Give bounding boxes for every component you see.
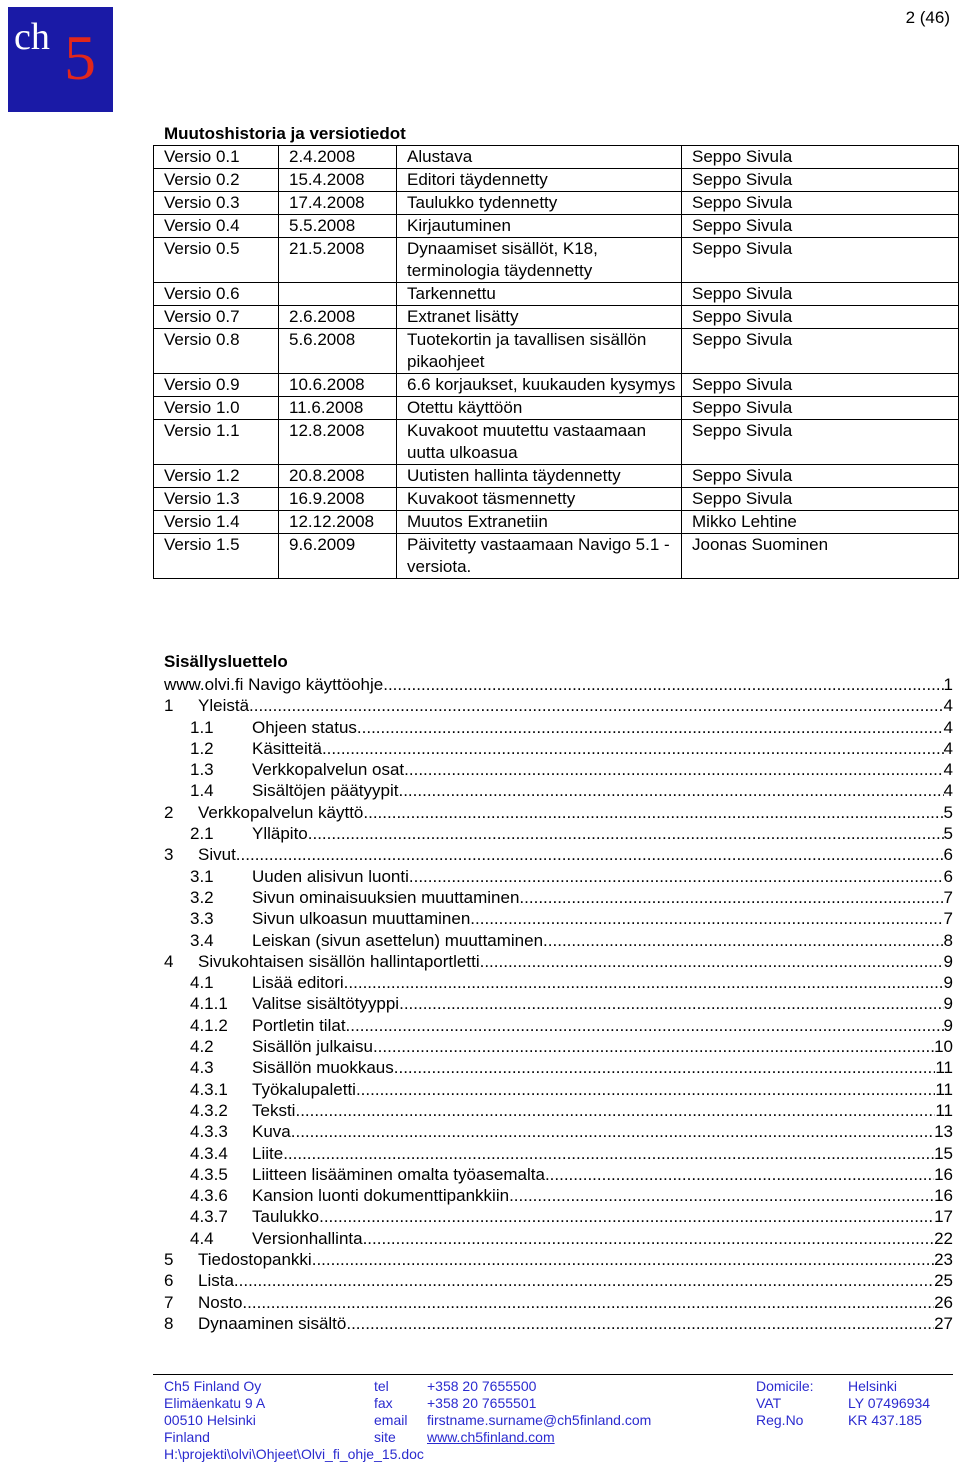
history-cell-version: Versio 0.7 [154, 306, 279, 329]
footer-label-tel: tel [374, 1378, 389, 1394]
toc-entry[interactable] [164, 1228, 953, 1249]
toc-entry-page: 23 [934, 1250, 953, 1270]
toc-entry-page: 5 [943, 802, 953, 822]
toc-entry[interactable] [164, 1292, 953, 1313]
history-cell-author: Seppo Sivula [682, 397, 959, 420]
toc-entry[interactable] [164, 759, 953, 780]
history-cell-description: Alustava [397, 146, 682, 169]
toc-entry-number: 4.4 [190, 1228, 214, 1248]
table-row [154, 306, 959, 329]
toc-entry-title: Sivukohtaisen sisällön hallintaportletti [198, 951, 480, 971]
toc-entry[interactable] [164, 993, 953, 1014]
table-row [154, 420, 959, 465]
table-row [154, 146, 959, 169]
toc-entry-title: Tiedostopankki [198, 1250, 312, 1270]
toc-entry[interactable] [164, 930, 953, 951]
toc-entry-number: 3.1 [190, 866, 214, 886]
toc-entry-page: 17 [934, 1207, 953, 1227]
toc-leader-dots [344, 972, 944, 993]
toc-leader-dots [519, 887, 943, 908]
toc-entry-title: Uuden alisivun luonti [252, 866, 409, 886]
footer-label-regno: Reg.No [756, 1412, 804, 1428]
ch5-logo [8, 7, 113, 112]
toc-entry-number: 1.2 [190, 738, 214, 758]
history-cell-date: 5.5.2008 [279, 215, 397, 238]
toc-entry-page: 4 [943, 760, 953, 780]
history-cell-author: Seppo Sivula [682, 488, 959, 511]
toc-entry-page: 16 [934, 1186, 953, 1206]
toc-leader-dots [242, 1292, 934, 1313]
toc-entry-page: 4 [943, 781, 953, 801]
toc-entry[interactable] [164, 695, 953, 716]
toc-entry-title: Dynaaminen sisältö [198, 1313, 347, 1333]
history-cell-author: Seppo Sivula [682, 465, 959, 488]
toc-entry-number: 4 [164, 951, 174, 971]
footer-reg-labels [756, 1378, 814, 1429]
table-row [154, 169, 959, 192]
toc-entry[interactable] [164, 866, 953, 887]
toc-entry-page: 13 [934, 1122, 953, 1142]
history-cell-author: Seppo Sivula [682, 192, 959, 215]
footer-label-fax: fax [374, 1395, 393, 1411]
history-cell-description: Tarkennettu [397, 283, 682, 306]
toc-leader-dots [295, 1100, 935, 1121]
version-history-table [153, 145, 959, 579]
toc-entry-title: Portletin tilat [252, 1015, 346, 1035]
table-row [154, 192, 959, 215]
toc-entry-number: 4.3.1 [190, 1079, 228, 1099]
toc-entry[interactable] [164, 738, 953, 759]
toc-entry[interactable] [164, 1036, 953, 1057]
history-cell-date: 2.6.2008 [279, 306, 397, 329]
toc-entry-number: 6 [164, 1271, 174, 1291]
toc-entry[interactable] [164, 1313, 953, 1334]
footer-label-vat: VAT [756, 1395, 782, 1411]
toc-entry-title: Yleistä [198, 696, 250, 716]
toc-entry-page: 11 [935, 1058, 953, 1078]
toc-leader-dots [398, 780, 943, 801]
toc-entry-page: 9 [943, 1015, 953, 1035]
toc-entry[interactable] [164, 802, 953, 823]
toc-entry-title: Versionhallinta [252, 1228, 363, 1248]
history-cell-date: 21.5.2008 [279, 238, 397, 283]
footer-divider [153, 1374, 953, 1375]
footer-regno: KR 437.185 [848, 1412, 922, 1428]
history-cell-date: 2.4.2008 [279, 146, 397, 169]
toc-leader-dots [383, 674, 943, 695]
toc-entry[interactable] [164, 1270, 953, 1291]
toc-entry-number: 4.2 [190, 1037, 214, 1057]
footer-label-email: email [374, 1412, 408, 1428]
table-row [154, 511, 959, 534]
toc-entry-title: Verkkopalvelun osat [252, 760, 405, 780]
toc-entry-title: Kuva [252, 1122, 291, 1142]
history-cell-author: Seppo Sivula [682, 215, 959, 238]
toc-entry[interactable] [164, 972, 953, 993]
history-cell-description: Uutisten hallinta täydennetty [397, 465, 682, 488]
history-cell-description: Päivitetty vastaamaan Navigo 5.1 -versiota. [397, 534, 682, 579]
footer-email[interactable]: firstname.surname@ch5finland.com [427, 1412, 652, 1428]
toc-entry-number: 4.3.5 [190, 1164, 228, 1184]
toc-leader-dots [545, 1164, 934, 1185]
toc-entry-title: Sivun ominaisuuksien muuttaminen [252, 887, 520, 907]
toc-entry-number: 4.1.1 [190, 994, 228, 1014]
toc-leader-dots [409, 866, 944, 887]
toc-entry[interactable] [164, 1079, 953, 1100]
history-cell-author: Mikko Lehtine [682, 511, 959, 534]
toc-leader-dots [363, 1228, 935, 1249]
logo-text-5: 5 [64, 22, 96, 93]
table-row [154, 329, 959, 374]
toc-entry[interactable] [164, 674, 953, 695]
toc-entry-number: 3.2 [190, 887, 214, 907]
history-title: Muutoshistoria ja versiotiedot [164, 124, 406, 143]
toc-entry-page: 1 [943, 675, 953, 694]
toc-entry-page: 9 [943, 994, 953, 1014]
history-cell-date [279, 283, 397, 306]
toc-entry-page: 7 [943, 887, 953, 907]
history-cell-date: 16.9.2008 [279, 488, 397, 511]
footer-city: 00510 Helsinki [164, 1412, 256, 1428]
toc-entry-page: 6 [943, 845, 953, 865]
toc-entry-number: 4.1.2 [190, 1015, 228, 1035]
toc-entry-title: Kansion luonti dokumenttipankkiin [252, 1186, 510, 1206]
toc-leader-dots [404, 759, 943, 780]
toc-title: Sisällysluettelo [164, 652, 288, 671]
toc-entry[interactable] [164, 780, 953, 801]
toc-entry-page: 11 [935, 1100, 953, 1120]
history-cell-date: 11.6.2008 [279, 397, 397, 420]
history-cell-author: Joonas Suominen [682, 534, 959, 579]
toc-entry-page: 9 [943, 951, 953, 971]
history-cell-version: Versio 0.8 [154, 329, 279, 374]
history-cell-date: 5.6.2008 [279, 329, 397, 374]
toc-leader-dots [319, 1206, 934, 1227]
toc-leader-dots [363, 802, 943, 823]
toc-leader-dots [322, 738, 944, 759]
history-cell-date: 9.6.2009 [279, 534, 397, 579]
history-cell-date: 15.4.2008 [279, 169, 397, 192]
toc-leader-dots [283, 1143, 934, 1164]
toc-entry-title: Työkalupaletti [252, 1079, 356, 1099]
toc-entry-title: Sivut [198, 845, 236, 865]
history-cell-author: Seppo Sivula [682, 238, 959, 283]
history-cell-version: Versio 0.6 [154, 283, 279, 306]
history-cell-description: Kuvakoot täsmennetty [397, 488, 682, 511]
history-cell-version: Versio 1.4 [154, 511, 279, 534]
history-cell-version: Versio 1.5 [154, 534, 279, 579]
toc-entry-title: Leiskan (sivun asettelun) muuttaminen [252, 930, 544, 950]
toc-entry-title: Lista [198, 1271, 234, 1291]
toc-entry-number: 4.3.6 [190, 1186, 228, 1206]
toc-entry-title: Ohjeen status [252, 717, 357, 737]
history-cell-description: Muutos Extranetiin [397, 511, 682, 534]
toc-entry[interactable] [164, 844, 953, 865]
toc-entry-page: 10 [934, 1037, 953, 1057]
history-cell-date: 12.12.2008 [279, 511, 397, 534]
history-cell-date: 17.4.2008 [279, 192, 397, 215]
toc-entry-number: 5 [164, 1250, 174, 1270]
footer-street: Elimäenkatu 9 A [164, 1395, 266, 1411]
logo-text-ch: ch [14, 16, 50, 58]
history-cell-version: Versio 1.0 [154, 397, 279, 420]
footer-reg-values [848, 1378, 930, 1429]
footer-country: Finland [164, 1429, 210, 1445]
toc-leader-dots [234, 1270, 934, 1291]
history-cell-author: Seppo Sivula [682, 283, 959, 306]
toc-entry-page: 4 [943, 717, 953, 737]
toc-entry-number: 1.3 [190, 760, 214, 780]
toc-leader-dots [357, 717, 944, 738]
history-cell-version: Versio 0.1 [154, 146, 279, 169]
page-number: 2 (46) [905, 8, 950, 27]
toc-leader-dots [291, 1121, 934, 1142]
toc-entry-title: Teksti [252, 1100, 296, 1120]
history-cell-description: Editori täydennetty [397, 169, 682, 192]
history-cell-version: Versio 0.4 [154, 215, 279, 238]
toc-entry-title: Sisällön julkaisu [252, 1037, 373, 1057]
toc-entry-number: 4.3.2 [190, 1100, 228, 1120]
toc-leader-dots [480, 951, 944, 972]
toc-entry-page: 16 [934, 1164, 953, 1184]
history-cell-author: Seppo Sivula [682, 420, 959, 465]
toc-leader-dots [346, 1313, 934, 1334]
toc-leader-dots [394, 1057, 936, 1078]
table-row [154, 374, 959, 397]
footer-contact-values [427, 1378, 651, 1446]
toc-entry-number: 1 [164, 696, 174, 716]
toc-entry-title: Taulukko [252, 1207, 320, 1227]
history-cell-version: Versio 0.2 [154, 169, 279, 192]
toc-entry-number: 3.4 [190, 930, 214, 950]
toc-entry-page: 11 [935, 1079, 953, 1099]
history-cell-description: Kirjautuminen [397, 215, 682, 238]
toc-entry-title: Sisältöjen päätyypit [252, 781, 399, 801]
table-of-contents [164, 674, 953, 1334]
toc-entry-number: 1.1 [190, 717, 214, 737]
history-cell-description: Kuvakoot muutettu vastaamaan uutta ulkoasua [397, 420, 682, 465]
toc-leader-dots [308, 823, 944, 844]
footer [0, 1378, 960, 1465]
history-cell-author: Seppo Sivula [682, 329, 959, 374]
history-cell-author: Seppo Sivula [682, 169, 959, 192]
table-row [154, 488, 959, 511]
history-cell-description: Extranet lisätty [397, 306, 682, 329]
history-cell-version: Versio 1.3 [154, 488, 279, 511]
toc-entry[interactable] [164, 1057, 953, 1078]
history-cell-version: Versio 0.5 [154, 238, 279, 283]
toc-entry-title: Liite [252, 1143, 284, 1163]
toc-leader-dots [312, 1249, 934, 1270]
footer-site-link[interactable]: www.ch5finland.com [427, 1429, 555, 1445]
toc-entry-page: 22 [934, 1228, 953, 1248]
history-cell-version: Versio 1.2 [154, 465, 279, 488]
toc-entry-title: Ylläpito [252, 824, 308, 844]
toc-entry-number: 4.3.3 [190, 1122, 228, 1142]
history-cell-date: 10.6.2008 [279, 374, 397, 397]
footer-file-path: H:\projekti\olvi\Ohjeet\Olvi_fi_ohje_15.doc [164, 1446, 424, 1462]
toc-leader-dots [249, 695, 944, 716]
footer-tel: +358 20 7655500 [427, 1378, 537, 1394]
history-cell-author: Seppo Sivula [682, 306, 959, 329]
toc-entry-number: 4.3.4 [190, 1143, 228, 1163]
toc-entry-page: 5 [943, 824, 953, 844]
toc-entry-page: 25 [934, 1271, 953, 1291]
toc-leader-dots [509, 1185, 934, 1206]
toc-entry-title: www.olvi.fi Navigo käyttöohje [164, 675, 384, 694]
toc-entry-page: 7 [943, 909, 953, 929]
history-cell-author: Seppo Sivula [682, 146, 959, 169]
toc-entry[interactable] [164, 1249, 953, 1270]
history-cell-author: Seppo Sivula [682, 374, 959, 397]
toc-entry-number: 7 [164, 1292, 174, 1312]
toc-leader-dots [470, 908, 943, 929]
history-cell-version: Versio 1.1 [154, 420, 279, 465]
toc-leader-dots [356, 1079, 935, 1100]
footer-label-domicile: Domicile: [756, 1378, 814, 1394]
toc-leader-dots [543, 930, 943, 951]
toc-entry-number: 1.4 [190, 781, 214, 801]
history-cell-date: 20.8.2008 [279, 465, 397, 488]
toc-entry-page: 26 [934, 1292, 953, 1312]
toc-entry[interactable] [164, 1121, 953, 1142]
footer-company-name: Ch5 Finland Oy [164, 1378, 262, 1394]
history-cell-date: 12.8.2008 [279, 420, 397, 465]
table-row [154, 283, 959, 306]
toc-entry-title: Käsitteitä [252, 738, 322, 758]
toc-entry-page: 6 [943, 866, 953, 886]
toc-entry[interactable] [164, 1185, 953, 1206]
toc-entry[interactable] [164, 1015, 953, 1036]
toc-entry-number: 4.3.7 [190, 1207, 228, 1227]
toc-entry[interactable] [164, 1143, 953, 1164]
footer-fax: +358 20 7655501 [427, 1395, 537, 1411]
table-row [154, 215, 959, 238]
footer-vat: LY 07496934 [848, 1395, 931, 1411]
table-row [154, 238, 959, 283]
toc-entry[interactable] [164, 1100, 953, 1121]
toc-leader-dots [236, 844, 944, 865]
toc-entry-title: Valitse sisältötyyppi [252, 994, 400, 1014]
toc-entry-number: 4.3 [190, 1058, 214, 1078]
toc-entry-page: 4 [943, 696, 953, 716]
toc-entry[interactable] [164, 717, 953, 738]
toc-leader-dots [373, 1036, 934, 1057]
history-cell-version: Versio 0.3 [154, 192, 279, 215]
toc-entry-number: 8 [164, 1313, 174, 1333]
toc-entry[interactable] [164, 1164, 953, 1185]
toc-entry-title: Sisällön muokkaus [252, 1058, 394, 1078]
table-row [154, 534, 959, 579]
history-cell-description: Tuotekortin ja tavallisen sisällön pikaohjeet [397, 329, 682, 374]
toc-entry-page: 8 [943, 930, 953, 950]
toc-entry-number: 3 [164, 845, 174, 865]
toc-entry-number: 3.3 [190, 909, 214, 929]
history-cell-description: 6.6 korjaukset, kuukauden kysymys [397, 374, 682, 397]
toc-entry-number: 4.1 [190, 973, 214, 993]
toc-entry-title: Liitteen lisääminen omalta työasemalta [252, 1164, 545, 1184]
toc-entry[interactable] [164, 1206, 953, 1227]
toc-entry-number: 2.1 [190, 824, 214, 844]
toc-entry-number: 2 [164, 802, 174, 822]
toc-entry-page: 15 [934, 1143, 953, 1163]
toc-entry-title: Lisää editori [252, 973, 344, 993]
toc-leader-dots [346, 1015, 944, 1036]
table-row [154, 465, 959, 488]
history-cell-description: Otettu käyttöön [397, 397, 682, 420]
toc-leader-dots [399, 993, 943, 1014]
toc-entry-title: Sivun ulkoasun muuttaminen [252, 909, 471, 929]
toc-entry[interactable] [164, 951, 953, 972]
toc-entry-title: Nosto [198, 1292, 243, 1312]
history-cell-version: Versio 0.9 [154, 374, 279, 397]
history-cell-description: Taulukko tydennetty [397, 192, 682, 215]
history-cell-description: Dynaamiset sisällöt, K18, terminologia täydennetty [397, 238, 682, 283]
toc-entry-page: 4 [943, 738, 953, 758]
footer-domicile: Helsinki [848, 1378, 898, 1394]
toc-entry-title: Verkkopalvelun käyttö [198, 802, 364, 822]
toc-entry-page: 9 [943, 973, 953, 993]
table-row [154, 397, 959, 420]
toc-entry[interactable] [164, 887, 953, 908]
toc-entry[interactable] [164, 823, 953, 844]
toc-entry[interactable] [164, 908, 953, 929]
footer-label-site: site [374, 1429, 396, 1445]
footer-contact-labels [374, 1378, 407, 1446]
toc-entry-page: 27 [934, 1313, 953, 1333]
